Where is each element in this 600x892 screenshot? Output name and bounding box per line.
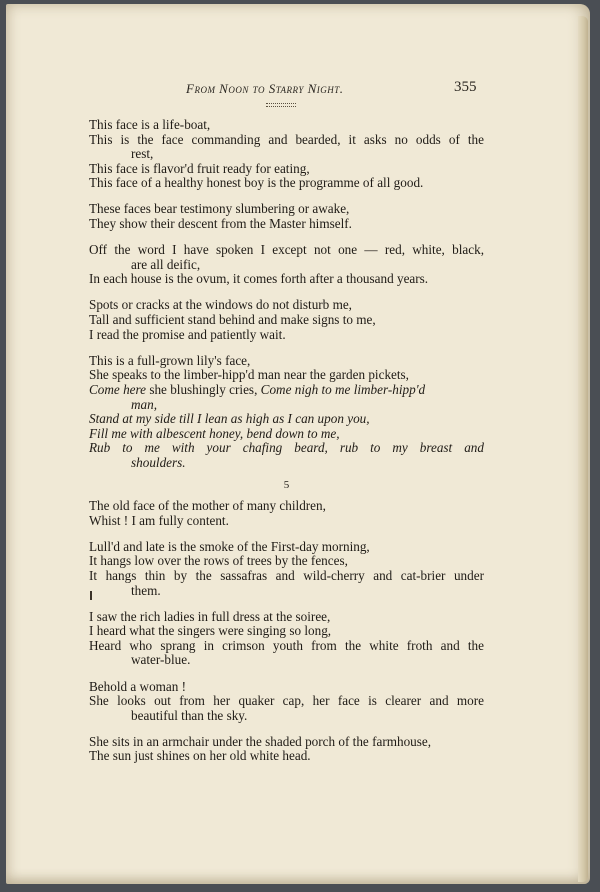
- verse-line: This face of a healthy honest boy is the programme of all good.: [89, 175, 424, 191]
- verse-line: rest,: [131, 146, 154, 162]
- page-edge: [578, 16, 588, 882]
- verse-line: Tall and sufficient stand behind and make signs to me,: [89, 312, 376, 328]
- verse-line: I read the promise and patiently wait.: [89, 326, 286, 342]
- verse-line: Rub to me with your chafing beard, rub to my breast and: [89, 440, 484, 456]
- page-header: [6, 81, 590, 101]
- verse-line: Whist ! I am fully content.: [89, 512, 229, 528]
- verse-line: She looks out from her quaker cap, her face is clearer and more: [89, 693, 484, 709]
- verse-line: It hangs low over the rows of trees by the fences,: [89, 553, 348, 569]
- verse-line: Off the word I have spoken I except not one — red, white, black,: [89, 242, 484, 258]
- page-number: 355: [454, 79, 477, 95]
- verse-line: She speaks to the limber-hipp'd man near the garden pickets,: [89, 367, 409, 383]
- verse-line: Lull'd and late is the smoke of the First-day morning,: [89, 538, 370, 554]
- verse-line: Heard who sprang in crimson youth from the white froth and the: [89, 637, 484, 653]
- verse-line: Behold a woman !: [89, 678, 187, 694]
- verse-line: water-blue.: [131, 652, 191, 668]
- ornamental-rule: [266, 103, 296, 107]
- verse-line: She sits in an armchair under the shaded porch of the farmhouse,: [89, 733, 432, 749]
- verse-line: This is the face commanding and bearded, it asks no odds of the: [89, 131, 484, 147]
- verse-line: Fill me with albescent honey, bend down to me,: [89, 425, 340, 441]
- verse-line: It hangs thin by the sassafras and wild-cherry and cat-brier under: [89, 567, 484, 583]
- verse-line: The sun just shines on her old white head.: [89, 748, 311, 764]
- italic-phrase: Come nigh to me limber-hipp'd: [260, 381, 426, 397]
- verse-line: man,: [131, 396, 158, 412]
- poem-text: [89, 118, 484, 764]
- verse-line: The old face of the mother of many children,: [89, 498, 326, 514]
- book-page: [6, 4, 590, 884]
- italic-phrase: Come here: [89, 381, 147, 397]
- verse-line: In each house is the ovum, it comes forth after a thousand years.: [89, 271, 429, 287]
- running-title: From Noon to Starry Night.: [186, 81, 344, 96]
- verse-line: This is a full-grown lily's face,: [89, 352, 251, 368]
- verse-line: They show their descent from the Master himself.: [89, 216, 352, 232]
- verse-line: shoulders.: [131, 454, 186, 470]
- verse-line: I saw the rich ladies in full dress at the soiree,: [89, 608, 331, 624]
- verse-line: These faces bear testimony slumbering or awake,: [89, 201, 350, 217]
- verse-line: I heard what the singers were singing so long,: [89, 623, 332, 639]
- verse-line: Spots or cracks at the windows do not disturb me,: [89, 297, 352, 313]
- roman-phrase: she blushingly cries,: [146, 381, 261, 397]
- verse-line: This face is a life-boat,: [89, 117, 211, 132]
- section-number: 5: [283, 479, 290, 492]
- verse-line: are all deific,: [131, 256, 201, 272]
- pencil-mark: [90, 591, 92, 600]
- verse-line-mixed: [89, 383, 484, 398]
- verse-line: This face is flavor'd fruit ready for eating,: [89, 160, 310, 176]
- verse-line: beautiful than the sky.: [131, 707, 248, 723]
- verse-line: Stand at my side till I lean as high as I can upon you,: [89, 411, 370, 427]
- verse-line: them.: [131, 582, 161, 598]
